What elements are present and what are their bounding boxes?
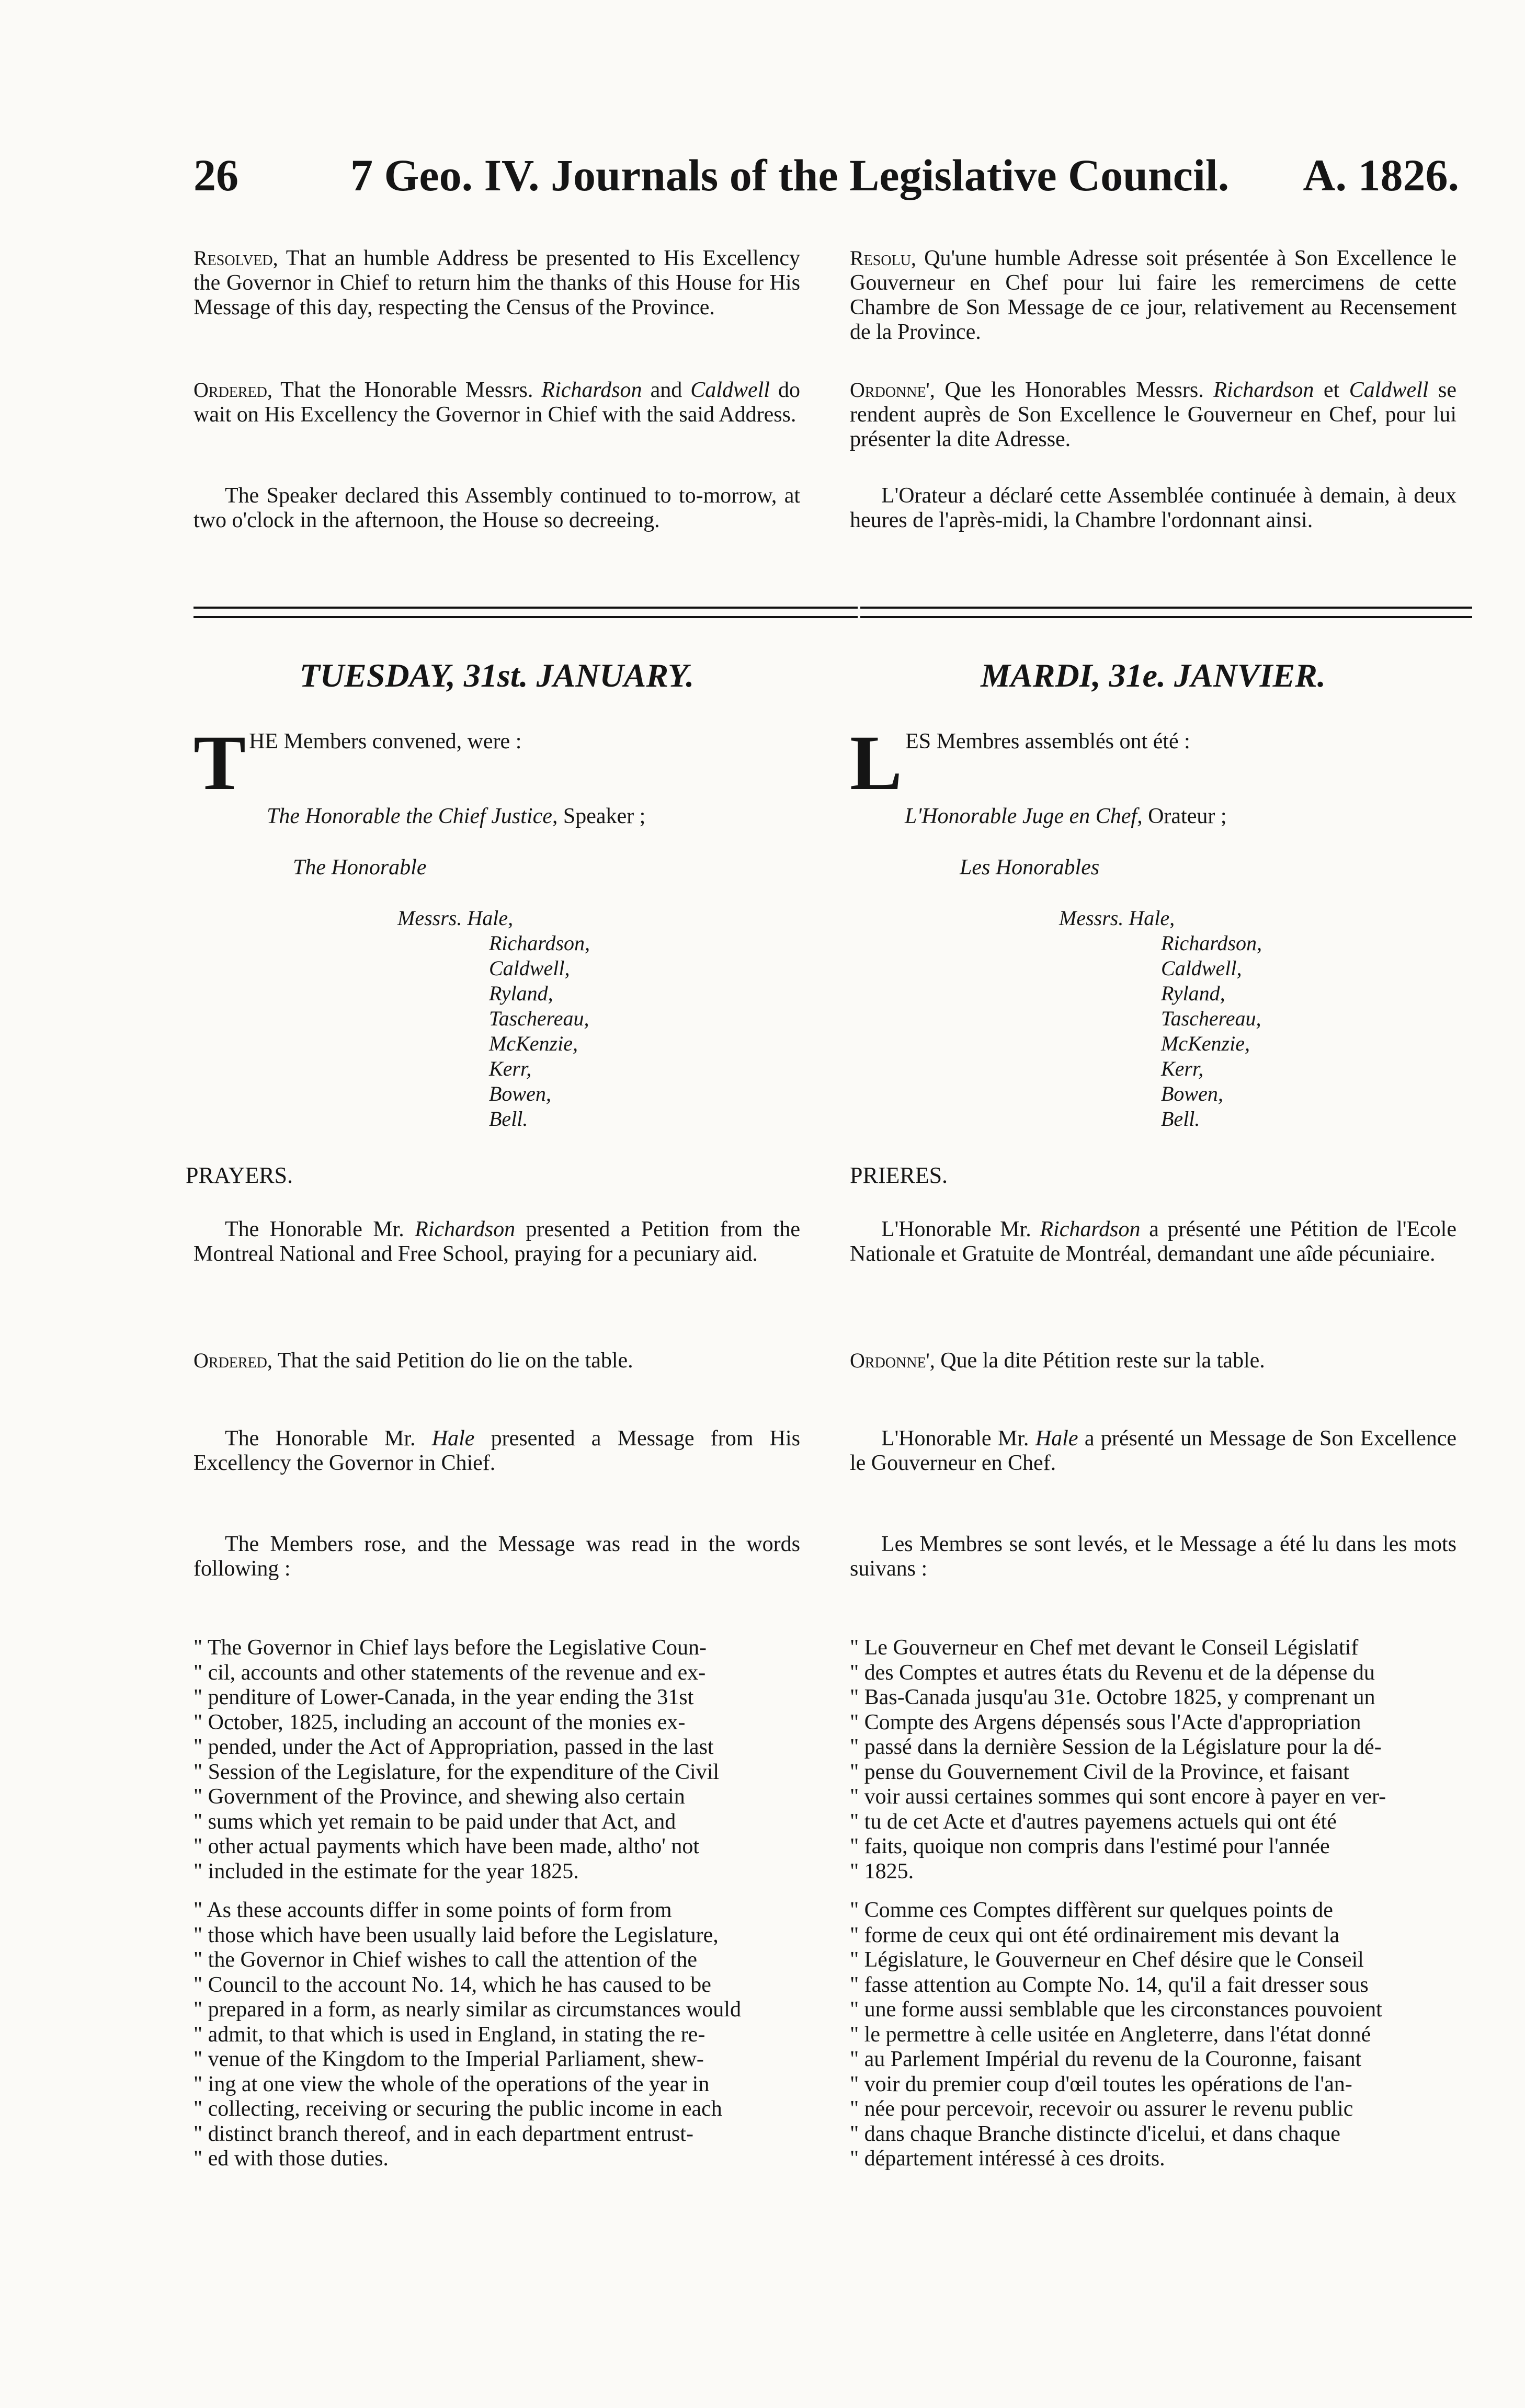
- journal-year: A. 1826.: [1303, 150, 1459, 200]
- quote-line: " sums which yet remain to be paid under that Act, and: [194, 1809, 676, 1834]
- quote-line: " Compte des Argens dépensés sous l'Acte d'appropriation: [850, 1710, 1361, 1734]
- prayers-heading: PRAYERS.: [186, 1162, 293, 1188]
- member-name: Taschereau,: [489, 1007, 589, 1030]
- les-honorables-label: Les Honorables: [960, 855, 1100, 880]
- resolu-text: Qu'une humble Adresse soit présentée à Son Excellence le Gouverneur en Chef pour lui faire les remercimens de cette Chambre de Son Message de ce jour, relativement au Recensement de la Province.: [850, 246, 1456, 344]
- message-text-2: a présenté un Message de Son Excellence le Gouverneur en Chef.: [850, 1426, 1456, 1475]
- message-quote-part-2: [194, 1898, 800, 2172]
- chief-justice: The Honorable the Chief Justice,: [267, 804, 558, 828]
- member-name: Kerr,: [489, 1057, 532, 1080]
- member-name: Richardson,: [489, 931, 590, 955]
- quote-line: " the Governor in Chief wishes to call the attention of the: [194, 1948, 698, 1972]
- double-rule-divider: [860, 607, 1472, 618]
- quote-line: " faits, quoique non compris dans l'estimé pour l'année: [850, 1834, 1330, 1858]
- quote-line: " included in the estimate for the year 1825.: [194, 1859, 579, 1884]
- running-header: [194, 149, 1459, 207]
- page-number: 26: [194, 150, 238, 200]
- quote-line: " prepared in a form, as nearly similar as circumstances would: [194, 1998, 741, 2022]
- name-hale: Hale: [431, 1426, 475, 1451]
- message-quote-part-2: [850, 1898, 1456, 2172]
- ordonne-lead: Ordonne',: [850, 1349, 935, 1372]
- orateur-adjourned-paragraph: L'Orateur a déclaré cette Assemblée continuée à demain, à deux heures de l'après-midi, la Chambre l'ordonnant ainsi.: [850, 484, 1456, 532]
- member-name: Messrs. Hale,: [1059, 906, 1175, 930]
- member-name: McKenzie,: [489, 1032, 578, 1055]
- quote-line: " Bas-Canada jusqu'au 31e. Octobre 1825, y comprenant un: [850, 1685, 1375, 1709]
- quote-line: " other actual payments which have been made, altho' not: [194, 1834, 700, 1858]
- ordered-table-text: That the said Petition do lie on the table.: [272, 1349, 633, 1373]
- ordered-table-paragraph: [194, 1348, 800, 1373]
- member-name: Ryland,: [489, 982, 553, 1005]
- member-name: Ryland,: [1161, 982, 1225, 1005]
- message-text-1: L'Honorable Mr.: [881, 1426, 1035, 1451]
- quote-line: " forme de ceux qui ont été ordinairement mis devant la: [850, 1923, 1340, 1947]
- convened-text: HE Members convened, were :: [249, 729, 522, 754]
- quote-line: " tu de cet Acte et d'autres payemens actuels qui ont été: [850, 1809, 1337, 1834]
- quote-line: " October, 1825, including an account of the monies ex-: [194, 1710, 686, 1734]
- quote-line: " those which have been usually laid before the Legislature,: [194, 1923, 719, 1947]
- name-richardson: Richardson: [415, 1217, 516, 1241]
- name-richardson: Richardson: [1213, 378, 1314, 402]
- quote-line: " le permettre à celle usitée en Angleterre, dans l'état donné: [850, 2022, 1371, 2047]
- member-name: McKenzie,: [1161, 1032, 1250, 1055]
- message-quote-part-1: [850, 1636, 1456, 1884]
- petition-text-1: L'Honorable Mr.: [881, 1217, 1040, 1241]
- quote-line: " pended, under the Act of Appropriation, passed in the last: [194, 1735, 714, 1759]
- quote-line: " As these accounts differ in some points of form from: [194, 1898, 672, 1922]
- name-richardson: Richardson: [1040, 1217, 1141, 1241]
- quote-line: " Government of the Province, and shewing also certain: [194, 1785, 685, 1809]
- convened-text: ES Membres assemblés ont été :: [905, 729, 1190, 754]
- petition-paragraph: [194, 1217, 800, 1266]
- quote-line: " pense du Gouvernement Civil de la Province, et faisant: [850, 1760, 1349, 1784]
- quote-line: " voir aussi certaines sommes qui sont encore à payer en ver-: [850, 1785, 1386, 1809]
- member-name: Bowen,: [489, 1082, 551, 1105]
- quote-line: " The Governor in Chief lays before the Legislative Coun-: [194, 1636, 707, 1660]
- petition-text-2: a présenté une Pétition de l'Ecole Nationale et Gratuite de Montréal, demandant une aîde pécuniaire.: [850, 1217, 1456, 1266]
- prieres-heading: PRIERES.: [850, 1162, 948, 1188]
- the-honorable-label: The Honorable: [293, 855, 427, 880]
- members-rose-paragraph: The Members rose, and the Message was read in the words following :: [194, 1532, 800, 1581]
- quote-line: " Comme ces Comptes diffèrent sur quelques points de: [850, 1898, 1333, 1922]
- member-name: Bell.: [1161, 1107, 1200, 1131]
- ordonne-table-text: Que la dite Pétition reste sur la table.: [935, 1349, 1265, 1373]
- ordered-address-paragraph: [194, 378, 800, 427]
- petition-paragraph: [850, 1217, 1456, 1266]
- double-rule-divider: [194, 607, 858, 618]
- member-name: Bowen,: [1161, 1082, 1223, 1105]
- quote-line: " Le Gouverneur en Chef met devant le Conseil Législatif: [850, 1636, 1359, 1660]
- member-name: Bell.: [489, 1107, 528, 1131]
- day-heading: TUESDAY, 31st. JANUARY.: [299, 657, 695, 694]
- quote-line: " collecting, receiving or securing the public income in each: [194, 2097, 722, 2121]
- member-name: Kerr,: [1161, 1057, 1204, 1080]
- name-caldwell: Caldwell: [1349, 378, 1429, 402]
- message-quote-part-1: [194, 1636, 800, 1884]
- ordered-text-3: do wait on His Excellency the Governor in Chief with the said Address.: [194, 378, 800, 427]
- message-paragraph: [850, 1426, 1456, 1476]
- quote-line: " une forme aussi semblable que les circonstances pouvoient: [850, 1998, 1382, 2022]
- ordered-lead: Ordered,: [194, 378, 272, 402]
- member-name: Richardson,: [1161, 931, 1262, 955]
- resolved-paragraph: [194, 246, 800, 320]
- convened-line: [194, 720, 800, 806]
- quote-line: " venue of the Kingdom to the Imperial Parliament, shew-: [194, 2047, 704, 2071]
- quote-line: " voir du premier coup d'œil toutes les opérations de l'an-: [850, 2072, 1352, 2096]
- ordonne-text-3: se rendent auprès de Son Excellence le Gouverneur en Chef, pour lui présenter la dite Adresse.: [850, 378, 1456, 451]
- ordonne-table-paragraph: [850, 1348, 1456, 1373]
- quote-line: " Session of the Legislature, for the expenditure of the Civil: [194, 1760, 720, 1784]
- quote-line: " distinct branch thereof, and in each department entrust-: [194, 2121, 693, 2146]
- quote-line: " Council to the account No. 14, which he has caused to be: [194, 1972, 711, 1997]
- member-name: Messrs. Hale,: [397, 906, 514, 930]
- quote-line: " 1825.: [850, 1859, 914, 1884]
- ordered-text-2: and: [642, 378, 691, 402]
- ordonne-text-2: et: [1314, 378, 1349, 402]
- quote-line: " cil, accounts and other statements of the revenue and ex-: [194, 1660, 706, 1685]
- quote-line: " ed with those duties.: [194, 2147, 389, 2171]
- member-name: Taschereau,: [1161, 1007, 1261, 1030]
- message-paragraph: [194, 1426, 800, 1476]
- juge-en-chef: L'Honorable Juge en Chef,: [905, 804, 1143, 828]
- quote-line: " ing at one view the whole of the operations of the year in: [194, 2072, 710, 2096]
- orateur-title: Orateur ;: [1142, 804, 1227, 828]
- membres-leves-paragraph: Les Membres se sont levés, et le Message a été lu dans les mots suivans :: [850, 1532, 1456, 1581]
- quote-line: " fasse attention au Compte No. 14, qu'il a fait dresser sous: [850, 1972, 1369, 1997]
- quote-line: " penditure of Lower-Canada, in the year ending the 31st: [194, 1685, 694, 1709]
- name-hale: Hale: [1035, 1426, 1078, 1451]
- petition-text-2: presented a Petition from the Montreal National and Free School, praying for a pecuniary aid.: [194, 1217, 800, 1266]
- quote-line: " dans chaque Branche distincte d'icelui, et dans chaque: [850, 2121, 1340, 2146]
- resolved-lead: Resolved,: [194, 246, 278, 270]
- drop-cap: T: [194, 720, 246, 806]
- petition-text-1: The Honorable Mr.: [225, 1217, 415, 1241]
- ordonne-adresse-paragraph: [850, 378, 1456, 452]
- quote-line: " Législature, le Gouverneur en Chef désire que le Conseil: [850, 1948, 1364, 1972]
- member-name: Caldwell,: [1161, 956, 1242, 980]
- quote-line: " des Comptes et autres états du Revenu et de la dépense du: [850, 1660, 1375, 1685]
- ordered-lead: Ordered,: [194, 1349, 272, 1372]
- name-caldwell: Caldwell: [690, 378, 770, 402]
- quote-line: " passé dans la dernière Session de la Législature pour la dé-: [850, 1735, 1382, 1759]
- speaker-adjourned-paragraph: The Speaker declared this Assembly continued to to-morrow, at two o'clock in the afternoon, the House so decreeing.: [194, 484, 800, 532]
- message-text-2: presented a Message from His Excellency the Governor in Chief.: [194, 1426, 800, 1475]
- quote-line: " née pour percevoir, recevoir ou assurer le revenu public: [850, 2097, 1353, 2121]
- quote-line: " département intéressé à ces droits.: [850, 2147, 1165, 2171]
- resolu-lead: Resolu,: [850, 246, 916, 270]
- ordered-text-1: That the Honorable Messrs.: [272, 378, 542, 402]
- message-text-1: The Honorable Mr.: [225, 1426, 432, 1451]
- name-richardson: Richardson: [541, 378, 642, 402]
- ordonne-lead: Ordonne',: [850, 378, 935, 402]
- speaker-title: Speaker ;: [557, 804, 646, 828]
- ordonne-text-1: Que les Honorables Messrs.: [935, 378, 1214, 402]
- resolved-text: That an humble Address be presented to His Excellency the Governor in Chief to return him the thanks of this House for His Message of this day, respecting the Census of the Province.: [194, 246, 800, 319]
- speaker-line: [905, 804, 1227, 829]
- quote-line: " au Parlement Impérial du revenu de la Couronne, faisant: [850, 2047, 1362, 2071]
- quote-line: " admit, to that which is used in England, in stating the re-: [194, 2022, 705, 2047]
- member-name: Caldwell,: [489, 956, 570, 980]
- speaker-line: [267, 804, 645, 829]
- resolu-paragraph: [850, 246, 1456, 345]
- drop-cap: L: [850, 720, 903, 806]
- day-heading: MARDI, 31e. JANVIER.: [981, 657, 1326, 694]
- convened-line: [850, 720, 1456, 806]
- journal-title: 7 Geo. IV. Journals of the Legislative Council.: [350, 150, 1230, 200]
